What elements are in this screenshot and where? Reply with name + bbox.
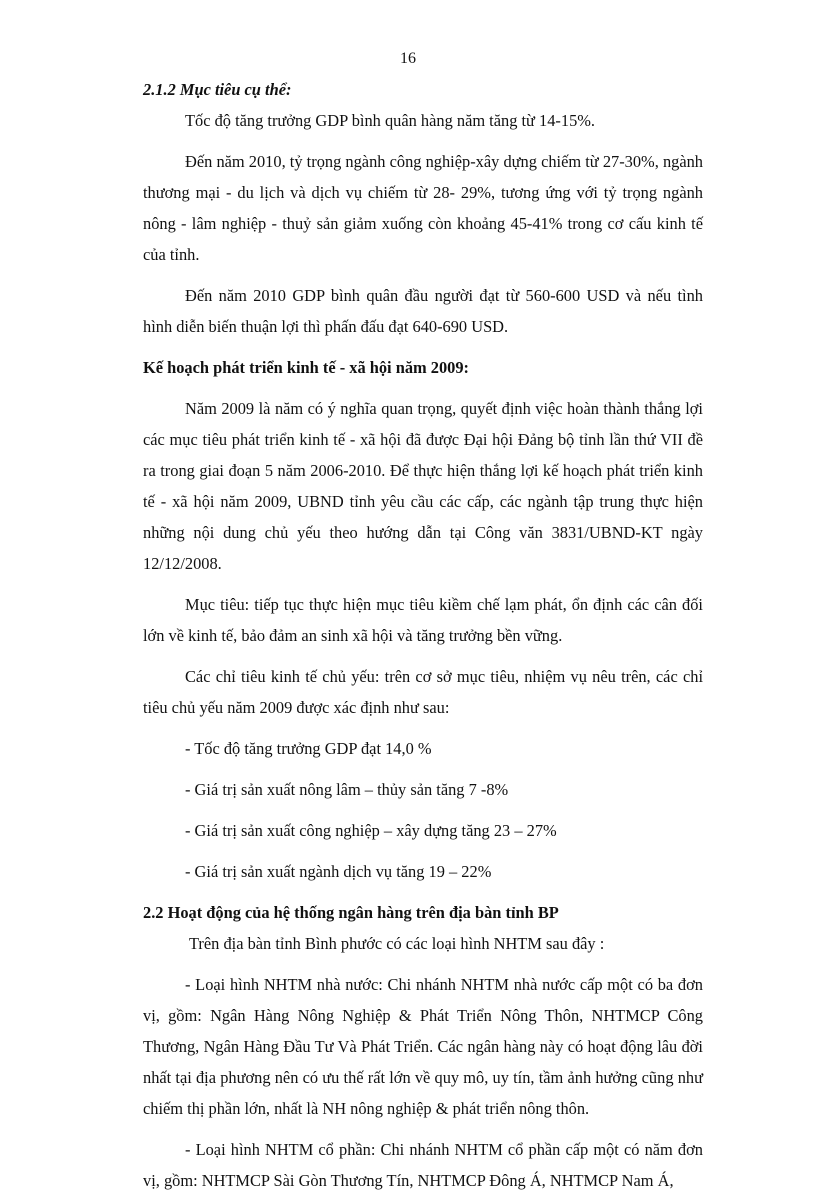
- list-item: - Giá trị sản xuất công nghiệp – xây dựng tăng 23 – 27%: [185, 821, 557, 840]
- paragraph-gdp-per-capita: Đến năm 2010 GDP bình quân đầu người đạt từ 560-600 USD và nếu tình hình diễn biến thuận lợi thì phấn đấu đạt 640-690 USD.: [143, 286, 703, 336]
- paragraph-objectives: Mục tiêu: tiếp tục thực hiện mục tiêu kiềm chế lạm phát, ổn định các cân đối lớn về kinh tế, bảo đảm an sinh xã hội và tăng trưởng bền vững.: [143, 595, 703, 645]
- paragraph-state-banks: - Loại hình NHTM nhà nước: Chi nhánh NHTM nhà nước cấp một có ba đơn vị, gồm: Ngân Hàng Nông Nghiệp & Phát Triển Nông Thôn, NHTMCP Công Thương, Ngân Hàng Đầu Tư Và Phát Triển. Các ngân hàng này có hoạt động lâu đời nhất tại địa phương nên có ưu thế rất lớn về quy mô, uy tín, tầm ảnh hưởng cũng như chiếm thị phần lớn, nhất là NH nông nghiệp & phát triển nông thôn.: [143, 975, 703, 1118]
- paragraph-gdp-growth: Tốc độ tăng trưởng GDP bình quân hàng năm tăng từ 14-15%.: [185, 111, 596, 130]
- paragraph-joint-stock-banks: - Loại hình NHTM cổ phần: Chi nhánh NHTM cổ phần cấp một có năm đơn vị, gồm: NHTMCP Sài Gòn Thương Tín, NHTMCP Đông Á, NHTMCP Nam Á,: [143, 1140, 703, 1190]
- section-heading-2-1-2: 2.1.2 Mục tiêu cụ thể:: [143, 80, 292, 99]
- paragraph-bank-types-intro: Trên địa bàn tỉnh Bình phước có các loại hình NHTM sau đây :: [189, 934, 605, 953]
- paragraph-key-indicators: Các chỉ tiêu kinh tế chủ yếu: trên cơ sở mục tiêu, nhiệm vụ nêu trên, các chỉ tiêu chủ yếu năm 2009 được xác định như sau:: [143, 667, 703, 717]
- list-item: - Giá trị sản xuất nông lâm – thủy sản tăng 7 -8%: [185, 780, 509, 799]
- paragraph-plan-importance: Năm 2009 là năm có ý nghĩa quan trọng, quyết định việc hoàn thành thắng lợi các mục tiêu phát triển kinh tế - xã hội đã được Đại hội Đảng bộ tỉnh lần thứ VII đề ra trong giai đoạn 5 năm 2006-2010. Để thực hiện thắng lợi kế hoạch phát triển kinh tế - xã hội năm 2009, UBND tỉnh yêu cầu các cấp, các ngành tập trung thực hiện những nội dung chủ yếu theo hướng dẫn tại Công văn 3831/UBND-KT ngày 12/12/2008.: [143, 399, 703, 573]
- list-item: - Tốc độ tăng trưởng GDP đạt 14,0 %: [185, 739, 432, 758]
- paragraph-economic-structure: Đến năm 2010, tỷ trọng ngành công nghiệp-xây dựng chiếm từ 27-30%, ngành thương mại - du lịch và dịch vụ chiếm từ 28- 29%, tương ứng với tỷ trọng ngành nông - lâm nghiệp - thuỷ sản giảm xuống còn khoảng 45-41% trong cơ cấu kinh tế của tỉnh.: [143, 152, 703, 264]
- list-item: - Giá trị sản xuất ngành dịch vụ tăng 19 – 22%: [185, 862, 492, 881]
- section-heading-plan-2009: Kế hoạch phát triển kinh tế - xã hội năm 2009:: [143, 358, 470, 377]
- document-body: [143, 74, 703, 1196]
- page-number: 16: [400, 50, 416, 67]
- section-heading-2-2: 2.2 Hoạt động của hệ thống ngân hàng trên địa bàn tỉnh BP: [143, 903, 559, 922]
